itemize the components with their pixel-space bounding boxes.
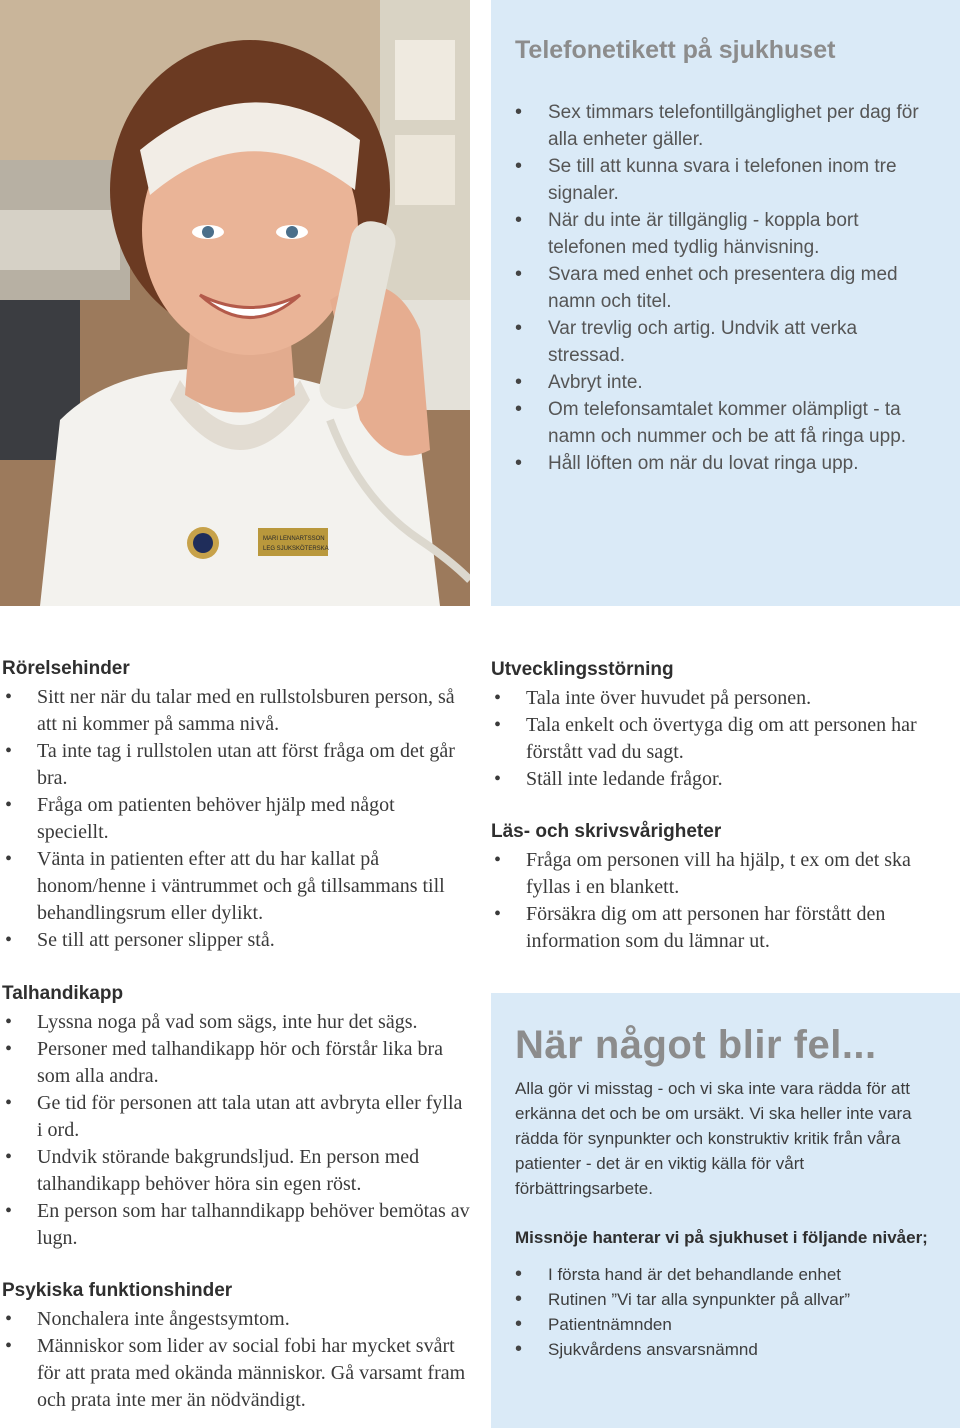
list-item: • Var trevlig och artig. Undvik att verka stressad. xyxy=(515,315,936,369)
list-item: • Om telefonsamtalet kommer olämpligt - ta namn och nummer och be att få ringa upp. xyxy=(515,396,936,450)
list-item: • Vänta in patienten efter att du har kallat på honom/henne i väntrummet och gå tillsammans till behandlingsrum eller dylikt. xyxy=(2,846,470,927)
complaints-title: När något blir fel... xyxy=(515,1023,877,1067)
section-talhandikapp xyxy=(2,981,470,1252)
complaints-box xyxy=(491,993,960,1428)
list-item: • Avbryt inte. xyxy=(515,369,936,396)
phone-etiquette-box xyxy=(491,0,960,606)
list-item: • När du inte är tillgänglig - koppla bort telefonen med tydlig hänvisning. xyxy=(515,207,936,261)
list-item: • Fråga om patienten behöver hjälp med något speciellt. xyxy=(2,792,470,846)
section-heading: Utvecklingsstörning xyxy=(491,659,674,680)
list-item: • Sitt ner när du talar med en rullstolsburen person, så att ni kommer på samma nivå. xyxy=(2,684,470,738)
section-las-och-skrivsvarigheter xyxy=(491,819,959,955)
section-list xyxy=(491,685,959,793)
list-item: • Ställ inte ledande frågor. xyxy=(491,766,959,793)
section-list xyxy=(2,684,470,954)
phone-etiquette-list xyxy=(515,99,936,477)
phone-etiquette-title: Telefonetikett på sjukhuset xyxy=(515,36,836,64)
list-item: • Sjukvårdens ansvarsnämnd xyxy=(515,1337,936,1362)
section-heading: Talhandikapp xyxy=(2,983,124,1004)
badge-name: MARI LENNARTSSON xyxy=(263,536,325,542)
list-item: • Människor som lider av social fobi har mycket svårt för att prata med okända människor. Gå varsamt fram och prata inte mer än nödvändigt. xyxy=(2,1333,470,1414)
section-heading: Rörelsehinder xyxy=(2,658,130,679)
list-item: • Tala enkelt och övertyga dig om att personen har förstått vad du sagt. xyxy=(491,712,959,766)
list-item: • Se till att kunna svara i telefonen inom tre signaler. xyxy=(515,153,936,207)
section-heading: Psykiska funktionshinder xyxy=(2,1280,233,1301)
list-item: • Lyssna noga på vad som sägs, inte hur det sägs. xyxy=(2,1009,470,1036)
badge-title: LEG SJUKSKÖTERSKA xyxy=(263,546,329,552)
nurse-photo xyxy=(0,0,470,606)
complaints-subheading: Missnöje hanterar vi på sjukhuset i följande nivåer; xyxy=(515,1228,928,1247)
complaints-paragraph: Alla gör vi misstag - och vi ska inte vara rädda för att erkänna det och be om ursäkt. Vi ska heller inte vara rädda för synpunkter och konstruktiv kritik från våra patienter - det är en viktig källa för vårt förbättringsarbete. xyxy=(515,1079,912,1198)
list-item: • Håll löften om när du lovat ringa upp. xyxy=(515,450,936,477)
list-item: • Se till att personer slipper stå. xyxy=(2,927,470,954)
list-item: • Personer med talhandikapp hör och förstår lika bra som alla andra. xyxy=(2,1036,470,1090)
list-item: • Fråga om personen vill ha hjälp, t ex om det ska fyllas i en blankett. xyxy=(491,847,959,901)
list-item: • En person som har talhanndikapp behöver bemötas av lugn. xyxy=(2,1198,470,1252)
list-item: • Sex timmars telefontillgänglighet per dag för alla enheter gäller. xyxy=(515,99,936,153)
section-list xyxy=(491,847,959,955)
list-item: • Tala inte över huvudet på personen. xyxy=(491,685,959,712)
list-item: • Rutinen ”Vi tar alla synpunkter på allvar” xyxy=(515,1287,936,1312)
section-list xyxy=(2,1306,470,1414)
list-item: • Ta inte tag i rullstolen utan att först fråga om det går bra. xyxy=(2,738,470,792)
section-psykiska-funktionshinder xyxy=(2,1278,470,1414)
section-list xyxy=(2,1009,470,1252)
list-item: • Nonchalera inte ångestsymtom. xyxy=(2,1306,470,1333)
list-item: • Svara med enhet och presentera dig med namn och titel. xyxy=(515,261,936,315)
list-item: • I första hand är det behandlande enhet xyxy=(515,1262,936,1287)
section-rorelsehinder xyxy=(2,656,470,954)
list-item: • Patientnämnden xyxy=(515,1312,936,1337)
complaints-levels-list xyxy=(515,1262,936,1362)
section-utvecklingsstorning xyxy=(491,657,959,793)
list-item: • Försäkra dig om att personen har förstått den information som du lämnar ut. xyxy=(491,901,959,955)
list-item: • Undvik störande bakgrundsljud. En person med talhandikapp behöver höra sin egen röst. xyxy=(2,1144,470,1198)
section-heading: Läs- och skrivsvårigheter xyxy=(491,821,722,842)
list-item: • Ge tid för personen att tala utan att avbryta eller fylla i ord. xyxy=(2,1090,470,1144)
nurse-illustration xyxy=(0,0,470,606)
